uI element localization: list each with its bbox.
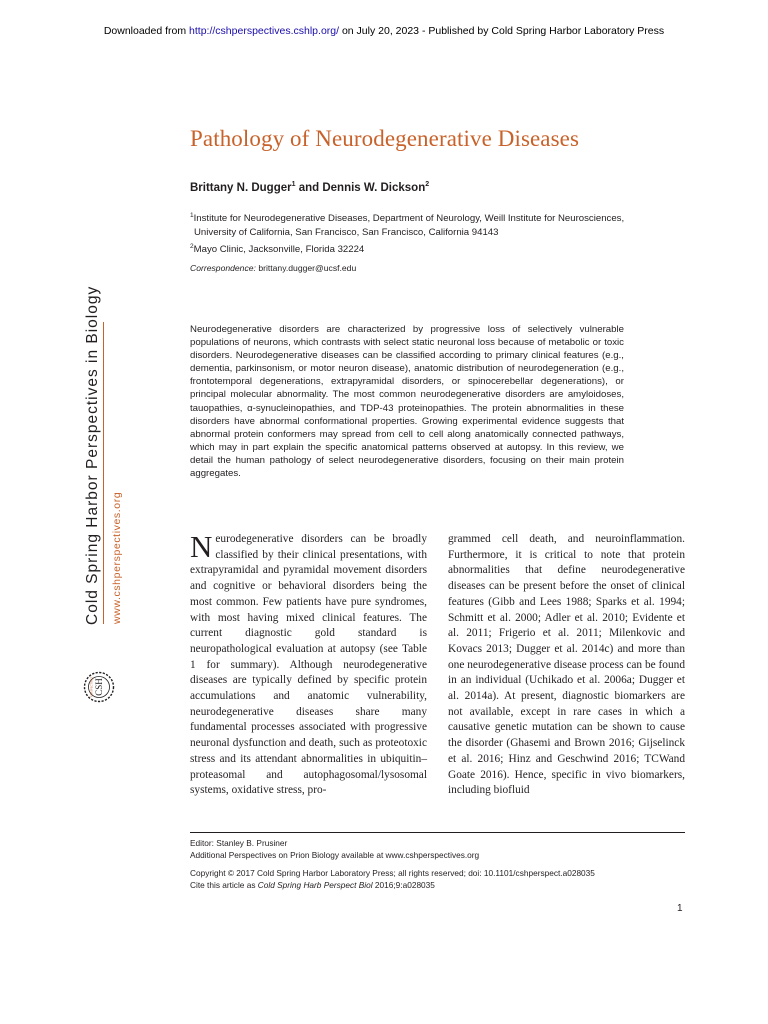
author-2-affiliation-mark: 2: [425, 181, 430, 188]
body-column-right: grammed cell death, and neuroinflammation. Furthermore, it is critical to note that protein abnormalities that define neurodegenerative diseases can be present before the onset of clinical features (Gibb and Lees 1988; Sparks et al. 1994; Schmitt et al. 2000; Adler et al. 2010; Evidente et al. 2011; Frigerio et al. 2011; Milenkovic and Kovacs 2013; Dugger et al. 2014c) and more than one neurodegenerative disease process can be found in an individual (Uchikado et al. 2006a; Dugger et al. 2014a). At present, diagnostic biomarkers are not available, except in rare cases in which a causative genetic mutation can be shown to cause the disorder (Ghasemi and Brown 2016; Gijselinck et al. 2016; Hinz and Geschwind 2016; TCWand Goate 2016). Hence, specific in vivo biomarkers, including biofluid: [448, 533, 685, 797]
affiliations: [190, 209, 670, 275]
affiliation-2-mark: 2: [190, 243, 194, 251]
citation-line: [190, 880, 685, 892]
citation-prefix: Cite this article as: [190, 879, 258, 890]
author-conjunction: and: [295, 181, 323, 194]
correspondence-label: Correspondence:: [190, 263, 256, 274]
affiliation-1-line-2: University of California, San Francisco, San Francisco, California 94143: [194, 227, 499, 239]
footer-spacer: [190, 861, 685, 868]
abstract: Neurodegenerative disorders are characterized by progressive loss of selectively vulnerable populations of neurons, which contrasts with select static neuronal loss because of metabolic or toxic disorders. Neurodegenerative diseases can be classified according to primary clinical features (e.g., dementia, parkinsonism, or motor neuron disease), anatomic distribution of neurodegeneration (e.g., frontotemporal degenerations, extrapyramidal disorders, or spinocerebellar degenerations), or principal molecular abnormality. The most common neurodegenerative disorders are amyloidoses, tauopathies, α-synucleinopathies, and TDP-43 proteinopathies. The protein abnormalities in these disorders have abnormal conformational properties. Growing experimental evidence suggests that abnormal protein conformers may spread from cell to cell along anatomically connected pathways, which may in part explain the specific anatomical patterns observed at autopsy. In this review, we detail the human pathology of select neurodegenerative disorders, focusing on their main protein aggregates.: [190, 324, 624, 480]
affiliation-1-line-1: Institute for Neurodegenerative Diseases, Department of Neurology, Weill Institute for Neurosciences,: [193, 213, 625, 225]
editor-line: Editor: Stanley B. Prusiner: [190, 838, 288, 848]
body-column-left: [190, 529, 427, 799]
author-2[interactable]: Dennis W. Dickson: [322, 181, 426, 194]
logo-subtext: PERSPECTIVES: [90, 677, 94, 697]
citation-journal: Cold Spring Harb Perspect Biol: [257, 879, 373, 890]
additional-perspectives-line: Additional Perspectives on Prion Biology available at www.cshperspectives.org: [190, 849, 480, 860]
download-banner: [0, 25, 768, 37]
body-text-left: eurodegenerative disorders can be broadly classified by their clinical presentations, with extrapyramidal and pyramidal movement disorders and cognitive or behavioral disorders being the most common. Few patients have pure syndromes, with most having mixed clinical features. The current diagnostic gold standard is neuropathological evaluation at autopsy (see Table 1 for summary). Although neurodegenerative diseases are typically defined by specific protein accumulations and anatomic vulnerability, neurodegenerative diseases share many fundamental processes associated with progressive neuronal dysfunction and death, such as proteotoxic stress and its attendant abnormalities in ubiquitin–proteasomal and autophagosomal/lysosomal systems, oxidative stress, pro-: [190, 533, 427, 797]
citation-suffix: 2016;9:a028035: [372, 879, 435, 890]
logo-text: CSH: [94, 678, 104, 696]
author-list: [190, 181, 429, 194]
drop-cap: N: [190, 529, 213, 564]
download-banner-suffix: on July 20, 2023 - Published by Cold Spring Harbor Laboratory Press: [339, 25, 665, 37]
correspondence-email[interactable]: brittany.dugger@ucsf.edu: [255, 263, 357, 274]
article-title: Pathology of Neurodegenerative Diseases: [190, 126, 580, 151]
article-footer: [190, 838, 685, 891]
sidebar-divider: [103, 322, 104, 624]
correspondence: [190, 261, 670, 275]
affiliation-2-line-1: Mayo Clinic, Jacksonville, Florida 32224: [193, 244, 365, 256]
download-source-link[interactable]: http://cshperspectives.cshlp.org/: [189, 25, 340, 37]
affiliation-1: [190, 209, 670, 226]
sidebar-website-link[interactable]: www.cshperspectives.org: [111, 491, 123, 624]
sidebar-journal-name: Cold Spring Harbor Perspectives in Biology: [84, 285, 101, 625]
download-banner-prefix: Downloaded from: [103, 25, 190, 37]
author-1-affiliation-mark: 1: [291, 181, 296, 188]
affiliation-1-mark: 1: [190, 212, 194, 219]
csh-perspectives-logo: [82, 658, 116, 716]
footer-divider: [190, 832, 685, 833]
affiliation-2: [190, 240, 670, 257]
author-1[interactable]: Brittany N. Dugger: [190, 181, 292, 194]
page-number: 1: [677, 903, 683, 914]
copyright-line: Copyright © 2017 Cold Spring Harbor Laboratory Press; all rights reserved; doi: 10.1101/cshperspect.a028035: [190, 868, 595, 878]
